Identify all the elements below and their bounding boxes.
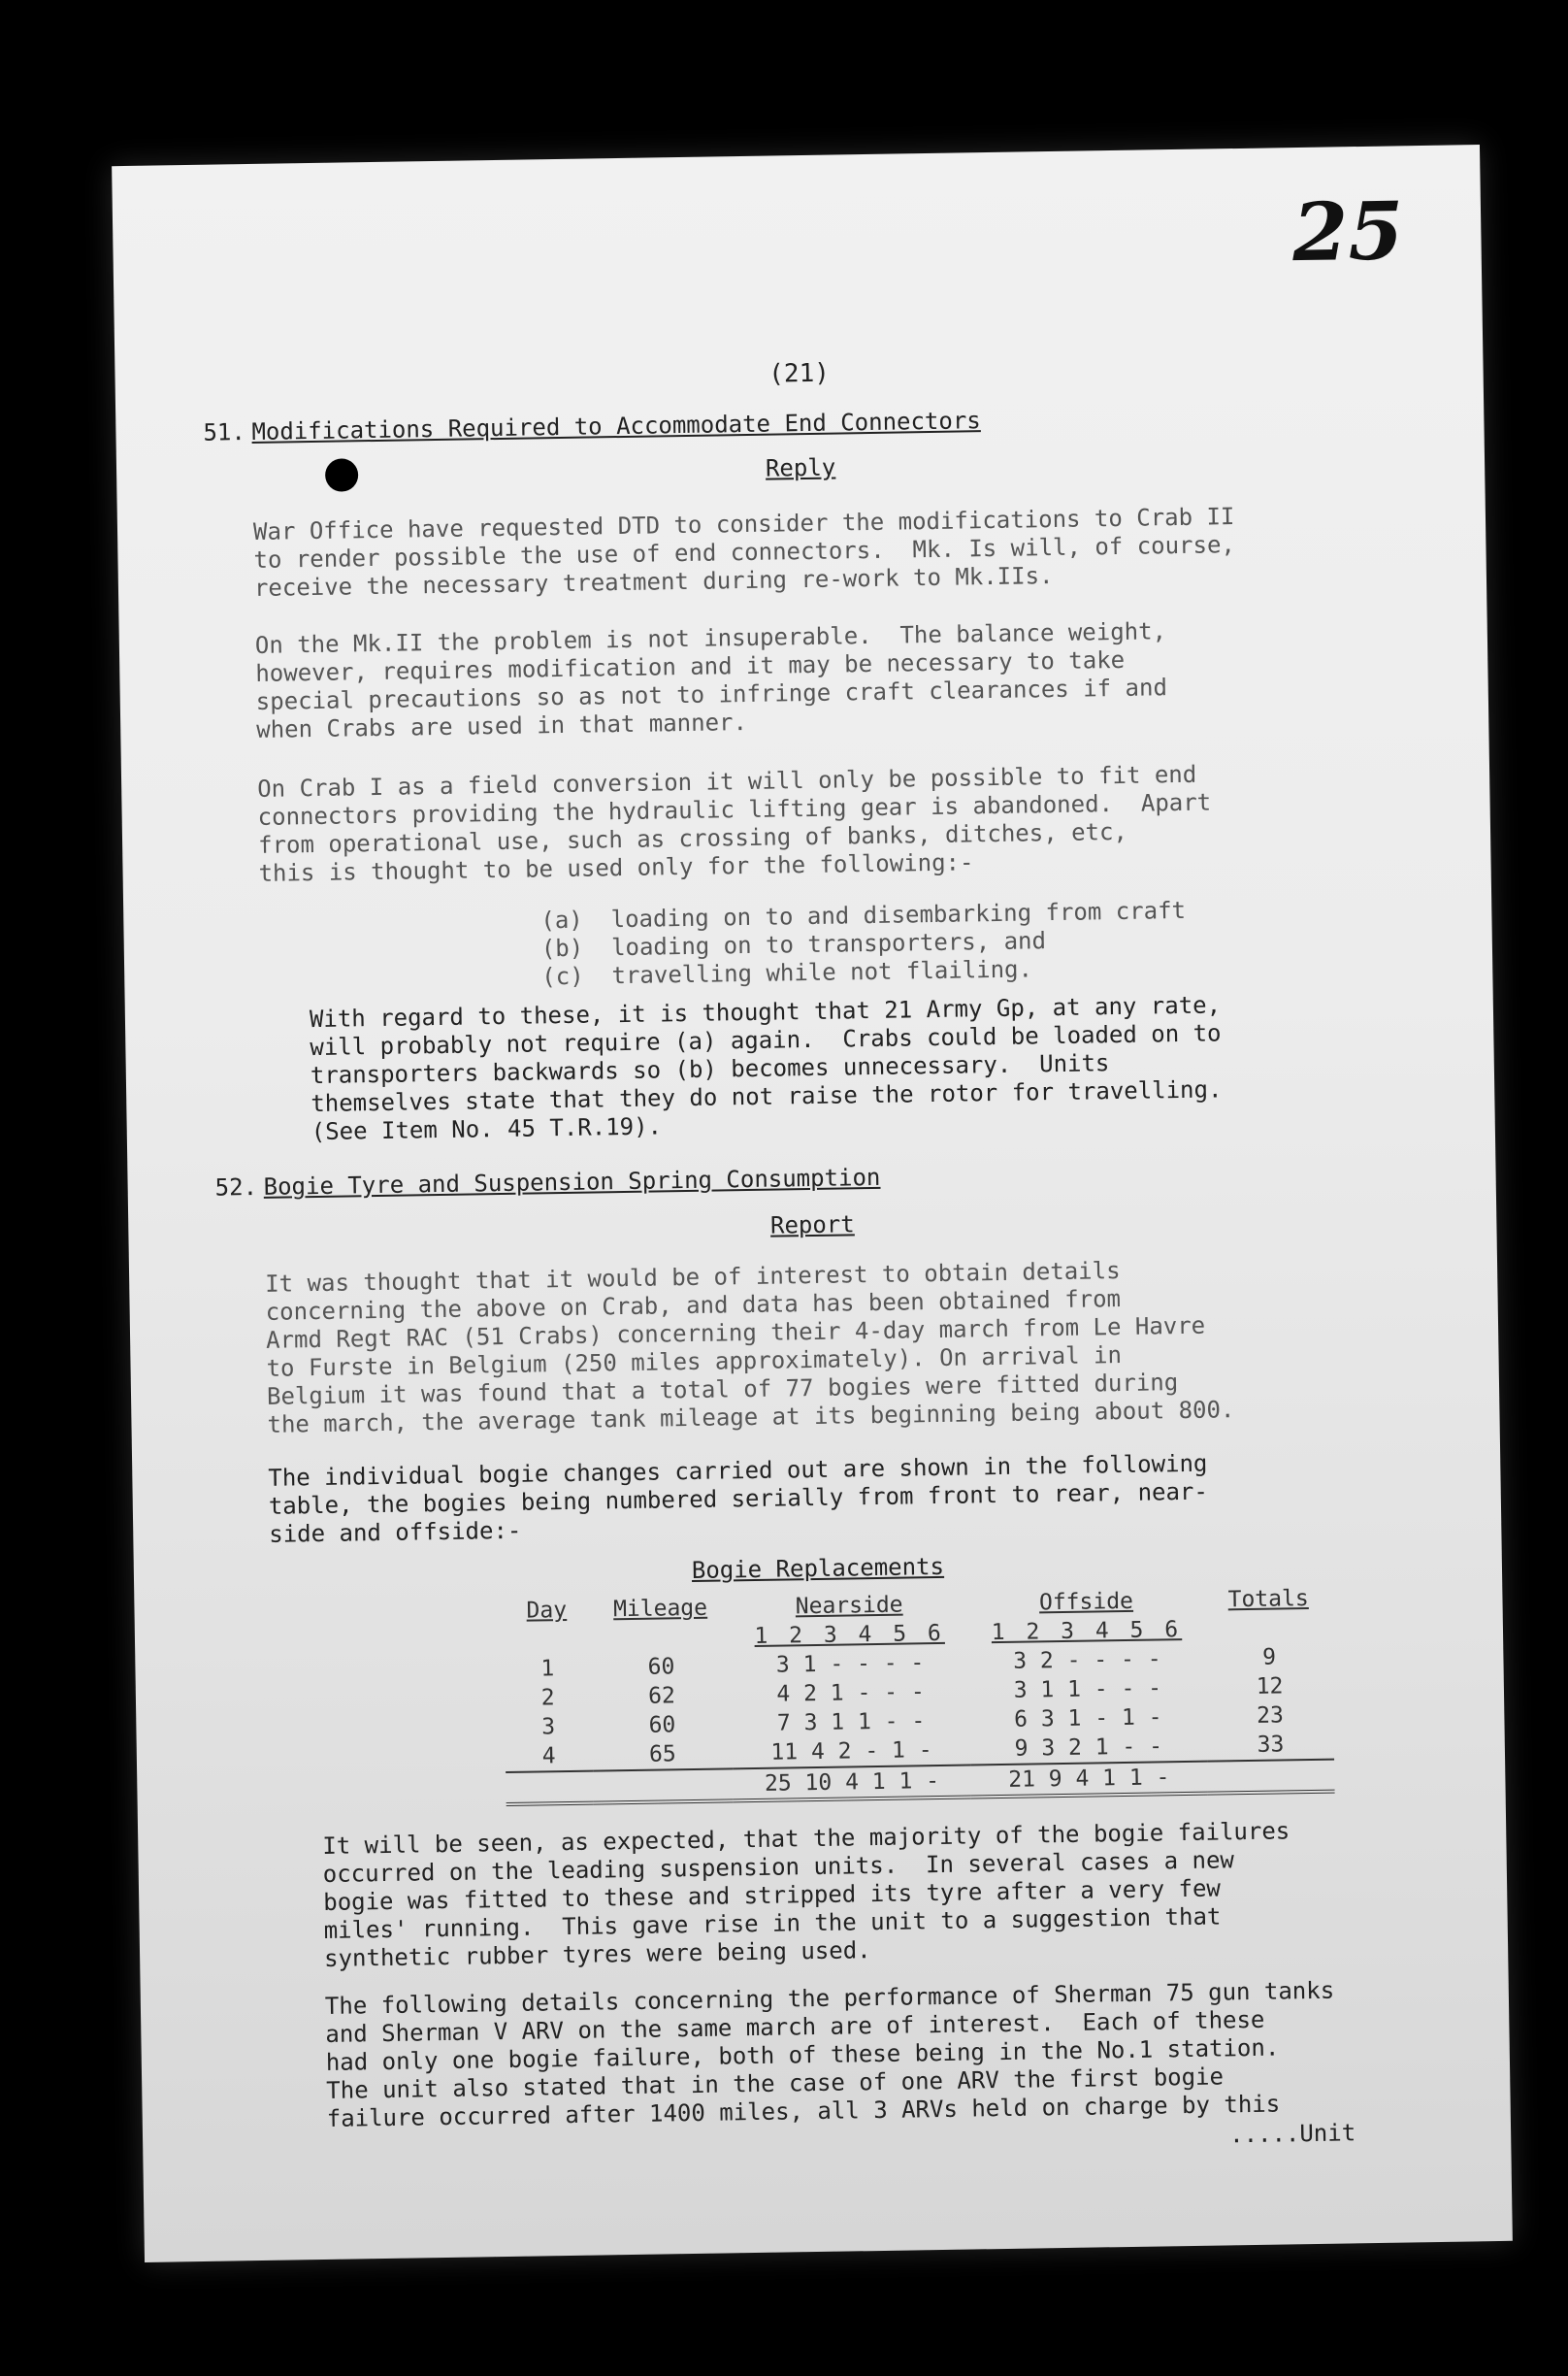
section-51-para2: On the Mk.II the problem is not insuperable. The balance weight, however, requires modification and it may be necessary to take special precautions so as not to infringe craft clearances if and when Crabs are used in that manner.: [254, 617, 1168, 743]
section-52-para2: The individual bogie changes carried out are shown in the following table, the bogies being numbered serially from front to rear, near- side and offside:-: [268, 1449, 1209, 1548]
section-51-para4: With regard to these, it is thought that 21 Army Gp, at any rate, will probably not require (a) again. Crabs could be loaded on to transporters backwards so (b) becomes unnecessary. Units themselves state that they do not raise the rotor for travelling. (See Item No. 45 T.R.19).: [309, 991, 1223, 1146]
cell-offside: 3 2 - - - -: [1013, 1646, 1161, 1674]
cell-total: 12: [1256, 1673, 1284, 1700]
header-mileage: Mileage: [612, 1595, 708, 1623]
section-52-para3: It will be seen, as expected, that the majority of the bogie failures occurred on the leading suspension units. In several cases a new bogie was fitted to these and stripped its tyre after a very few miles' running. This gave rise in the unit to a suggestion that synthetic rubber tyres were being used.: [322, 1817, 1290, 1972]
document-page: [112, 145, 1513, 2262]
section-51-para1: War Office have requested DTD to consider the modifications to Crab II to render possible the use of end connectors. Mk. Is will, of course, receive the necessary treatment during re-work to Mk.IIs.: [252, 503, 1236, 602]
cell-offside: 3 1 1 - - -: [1013, 1675, 1162, 1703]
cell-total: 23: [1256, 1702, 1285, 1729]
header-offside: Offside: [1038, 1588, 1134, 1616]
cell-offside: 9 3 2 1 - -: [1014, 1733, 1163, 1762]
cell-day: 4: [541, 1743, 556, 1769]
table-title: Bogie Replacements: [691, 1552, 945, 1584]
section-52-subheading: Report: [769, 1210, 855, 1239]
cell-total: 33: [1257, 1732, 1285, 1758]
cell-mileage: 62: [647, 1683, 676, 1709]
nearside-bogie-numbers: 1 2 3 4 5 6: [754, 1620, 945, 1649]
header-nearside: Nearside: [795, 1592, 903, 1620]
section-52-para1: It was thought that it would be of interest to obtain details concerning the above on Crab, and data has been obtained from Armd Regt RAC (51 Crabs) concerning their 4-day march from Le Havre to Furste in Belgium (250 miles approximately). On arrival in Belgium it was found that a total of 77 bogies were fitted during the march, the average tank mileage at its beginning being about 800.: [265, 1257, 1235, 1438]
section-51-para3: On Crab I as a field conversion it will only be possible to fit end connectors providing the hydraulic lifting gear is abandoned. Apart from operational use, such as crossing of banks, ditches, etc, this is thought to be used only for the following:-: [257, 760, 1212, 887]
section-51-subheading: Reply: [765, 453, 836, 482]
cell-total: 9: [1261, 1644, 1277, 1670]
page-number: (21): [768, 358, 831, 389]
offside-totals: 21 9 4 1 1 -: [970, 1762, 1208, 1798]
offside-bogie-numbers: 1 2 3 4 5 6: [991, 1617, 1183, 1646]
section-52-title: Bogie Tyre and Suspension Spring Consumption: [263, 1163, 881, 1201]
cell-day: 3: [541, 1714, 556, 1740]
cell-nearside: 7 3 1 1 - -: [776, 1708, 926, 1736]
continuation-note: .....Unit: [1228, 2119, 1356, 2149]
cell-nearside: 4 2 1 - - -: [776, 1679, 925, 1707]
section-51-title: Modifications Required to Accommodate End Connectors: [251, 407, 981, 446]
section-52-number: 52.: [214, 1172, 258, 1202]
cell-nearside: 11 4 2 - 1 -: [770, 1737, 932, 1766]
header-day: Day: [526, 1598, 568, 1624]
section-51-number: 51.: [203, 418, 246, 446]
cell-mileage: 60: [648, 1712, 676, 1738]
cell-mileage: 60: [647, 1654, 675, 1680]
folio-number: 25: [1291, 184, 1405, 280]
bogie-replacements-table: [503, 1584, 1335, 1806]
section-51-list: (a) loading on to and disembarking from craft (b) loading on to transporters, and (c) travelling while not flailing.: [540, 896, 1187, 991]
cell-day: 1: [540, 1656, 555, 1682]
cell-day: 2: [540, 1685, 555, 1711]
cell-mileage: 65: [648, 1741, 676, 1767]
header-totals: Totals: [1227, 1586, 1309, 1613]
cell-offside: 6 3 1 - 1 -: [1013, 1704, 1162, 1732]
section-52-para4: The following details concerning the performance of Sherman 75 gun tanks and Sherman V ARV on the same march are of interest. Each of these had only one bogie failure, both of these being in the No.1 station. The unit also stated that in the case of one ARV the first bogie failure occurred after 1400 miles, all 3 ARVs held on charge by this: [324, 1976, 1335, 2132]
nearside-totals: 25 10 4 1 1 -: [734, 1766, 971, 1801]
cell-nearside: 3 1 - - - -: [775, 1650, 925, 1678]
